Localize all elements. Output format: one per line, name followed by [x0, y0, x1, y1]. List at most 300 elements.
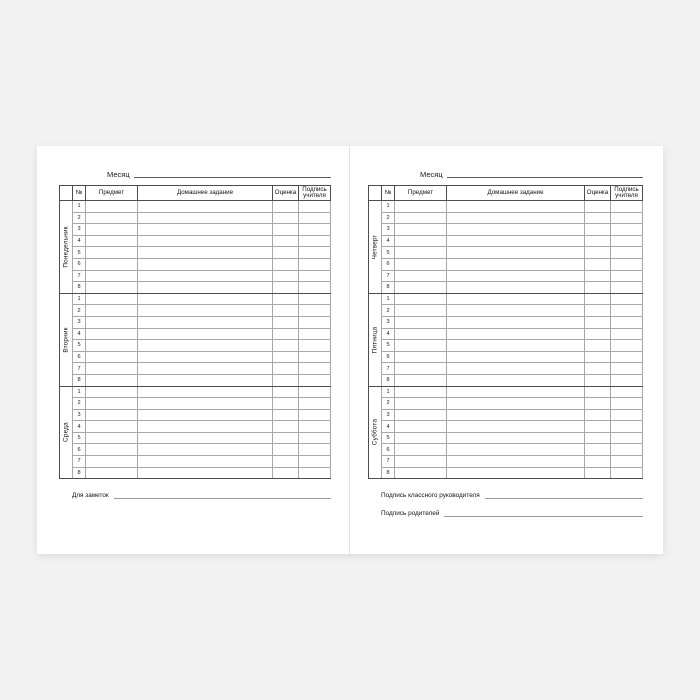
cell-mark[interactable]: [273, 247, 299, 259]
row-number: 3: [382, 409, 395, 421]
cell-subject[interactable]: [86, 270, 138, 282]
cell-mark[interactable]: [273, 363, 299, 375]
cell-teacher-signature[interactable]: [611, 224, 643, 236]
cell-subject[interactable]: [395, 293, 447, 305]
cell-homework[interactable]: [447, 421, 585, 433]
table-row[interactable]: [382, 340, 643, 352]
cell-subject[interactable]: [86, 235, 138, 247]
table-row[interactable]: [382, 212, 643, 224]
cell-mark[interactable]: [585, 444, 611, 456]
cell-homework[interactable]: [447, 432, 585, 444]
cell-homework[interactable]: [138, 293, 273, 305]
table-row[interactable]: [73, 224, 331, 236]
cell-subject[interactable]: [86, 201, 138, 213]
cell-homework[interactable]: [138, 374, 273, 386]
cell-homework[interactable]: [447, 247, 585, 259]
cell-homework[interactable]: [138, 270, 273, 282]
table-row[interactable]: [382, 398, 643, 410]
table-row[interactable]: [382, 444, 643, 456]
cell-subject[interactable]: [86, 432, 138, 444]
cell-subject[interactable]: [395, 212, 447, 224]
cell-subject[interactable]: [86, 374, 138, 386]
cell-subject[interactable]: [86, 409, 138, 421]
cell-mark[interactable]: [273, 235, 299, 247]
cell-teacher-signature[interactable]: [611, 374, 643, 386]
cell-subject[interactable]: [395, 316, 447, 328]
row-number: 5: [382, 432, 395, 444]
cell-subject[interactable]: [395, 444, 447, 456]
cell-homework[interactable]: [138, 421, 273, 433]
col-header-teacher-signature: [299, 186, 331, 201]
row-number: 2: [382, 305, 395, 317]
row-number: 2: [382, 398, 395, 410]
left-month-row: [59, 164, 331, 178]
cell-homework[interactable]: [447, 456, 585, 468]
cell-teacher-signature[interactable]: [611, 247, 643, 259]
left-page: [37, 146, 350, 554]
day-label-monday: Понедельник: [62, 226, 70, 268]
table-row[interactable]: [73, 363, 331, 375]
cell-subject[interactable]: [395, 305, 447, 317]
cell-homework[interactable]: [138, 444, 273, 456]
col-header-subject: Предмет: [86, 186, 138, 201]
cell-subject[interactable]: [395, 351, 447, 363]
cell-mark[interactable]: [273, 305, 299, 317]
cell-homework[interactable]: [447, 363, 585, 375]
cell-subject[interactable]: [86, 247, 138, 259]
cell-subject[interactable]: [395, 201, 447, 213]
cell-homework[interactable]: [447, 467, 585, 479]
parents-signature-line[interactable]: [444, 508, 643, 517]
cell-teacher-signature[interactable]: [611, 293, 643, 305]
row-number: 1: [382, 386, 395, 398]
table-row[interactable]: [382, 351, 643, 363]
cell-mark[interactable]: [585, 247, 611, 259]
table-row[interactable]: [382, 235, 643, 247]
cell-teacher-signature[interactable]: [299, 363, 331, 375]
cell-mark[interactable]: [585, 258, 611, 270]
cell-teacher-signature[interactable]: [299, 293, 331, 305]
cell-mark[interactable]: [273, 444, 299, 456]
row-number: 1: [382, 293, 395, 305]
cell-homework[interactable]: [138, 467, 273, 479]
teacher-signature-line-1: Подпись: [614, 185, 639, 193]
day-label-friday: Пятница: [371, 326, 379, 353]
parents-signature-row: [368, 505, 643, 517]
teacher-signature-line-2: учителя: [303, 192, 326, 199]
cell-subject[interactable]: [395, 467, 447, 479]
table-row[interactable]: [382, 247, 643, 259]
cell-teacher-signature[interactable]: [611, 212, 643, 224]
cell-teacher-signature[interactable]: [611, 363, 643, 375]
cell-teacher-signature[interactable]: [299, 398, 331, 410]
day-cell-monday: [60, 201, 72, 294]
col-header-mark: Оценка: [585, 186, 611, 201]
cell-subject[interactable]: [86, 293, 138, 305]
table-row[interactable]: [382, 305, 643, 317]
cell-homework[interactable]: [138, 351, 273, 363]
row-number: 7: [73, 270, 86, 282]
cell-mark[interactable]: [273, 224, 299, 236]
cell-subject[interactable]: [395, 247, 447, 259]
table-row[interactable]: [382, 316, 643, 328]
table-row[interactable]: [73, 258, 331, 270]
cell-subject[interactable]: [395, 340, 447, 352]
cell-homework[interactable]: [138, 305, 273, 317]
cell-homework[interactable]: [138, 247, 273, 259]
left-schedule-table: [59, 185, 331, 479]
cell-teacher-signature[interactable]: [299, 270, 331, 282]
table-row[interactable]: [73, 270, 331, 282]
cell-subject[interactable]: [86, 282, 138, 294]
row-number: 4: [73, 328, 86, 340]
table-row[interactable]: [73, 398, 331, 410]
table-row[interactable]: [73, 386, 331, 398]
row-number: 3: [73, 316, 86, 328]
table-row[interactable]: [73, 432, 331, 444]
cell-subject[interactable]: [86, 467, 138, 479]
cell-teacher-signature[interactable]: [299, 258, 331, 270]
cell-mark[interactable]: [585, 363, 611, 375]
cell-mark[interactable]: [585, 351, 611, 363]
cell-teacher-signature[interactable]: [299, 409, 331, 421]
cell-homework[interactable]: [138, 224, 273, 236]
cell-teacher-signature[interactable]: [611, 282, 643, 294]
cell-mark[interactable]: [273, 374, 299, 386]
row-number: 1: [73, 293, 86, 305]
cell-subject[interactable]: [86, 444, 138, 456]
day-cell-wednesday: [60, 387, 72, 479]
table-row[interactable]: [382, 258, 643, 270]
row-number: 7: [73, 456, 86, 468]
cell-homework[interactable]: [138, 235, 273, 247]
cell-subject[interactable]: [395, 398, 447, 410]
cell-mark[interactable]: [273, 340, 299, 352]
cell-subject[interactable]: [86, 212, 138, 224]
cell-teacher-signature[interactable]: [299, 316, 331, 328]
row-number: 5: [382, 340, 395, 352]
cell-homework[interactable]: [447, 386, 585, 398]
cell-subject[interactable]: [395, 258, 447, 270]
cell-mark[interactable]: [273, 328, 299, 340]
cell-homework[interactable]: [138, 409, 273, 421]
cell-homework[interactable]: [447, 316, 585, 328]
table-row[interactable]: [382, 421, 643, 433]
cell-mark[interactable]: [585, 282, 611, 294]
day-label-wednesday: Среда: [62, 422, 70, 443]
cell-teacher-signature[interactable]: [611, 316, 643, 328]
table-row[interactable]: [73, 328, 331, 340]
cell-mark[interactable]: [273, 351, 299, 363]
row-number: 7: [73, 363, 86, 375]
col-header-homework: Домашнее задание: [447, 186, 585, 201]
cell-homework[interactable]: [447, 398, 585, 410]
cell-mark[interactable]: [585, 421, 611, 433]
table-row[interactable]: [73, 456, 331, 468]
cell-teacher-signature[interactable]: [611, 305, 643, 317]
day-label-tuesday: Вторник: [62, 326, 70, 353]
table-row[interactable]: [382, 409, 643, 421]
cell-mark[interactable]: [585, 305, 611, 317]
cell-teacher-signature[interactable]: [611, 340, 643, 352]
table-row[interactable]: [73, 374, 331, 386]
cell-subject[interactable]: [395, 456, 447, 468]
cell-subject[interactable]: [86, 421, 138, 433]
cell-subject[interactable]: [395, 432, 447, 444]
cell-homework[interactable]: [138, 316, 273, 328]
row-number: 5: [73, 247, 86, 259]
cell-teacher-signature[interactable]: [611, 386, 643, 398]
cell-mark[interactable]: [585, 432, 611, 444]
cell-mark[interactable]: [273, 293, 299, 305]
cell-mark[interactable]: [585, 328, 611, 340]
row-number: 4: [73, 421, 86, 433]
cell-mark[interactable]: [273, 386, 299, 398]
cell-mark[interactable]: [273, 282, 299, 294]
row-number: 3: [73, 224, 86, 236]
cell-homework[interactable]: [138, 432, 273, 444]
cell-homework[interactable]: [447, 351, 585, 363]
table-row[interactable]: [382, 282, 643, 294]
cell-teacher-signature[interactable]: [299, 212, 331, 224]
table-row[interactable]: [382, 224, 643, 236]
cell-subject[interactable]: [395, 270, 447, 282]
cell-subject[interactable]: [86, 456, 138, 468]
cell-mark[interactable]: [585, 224, 611, 236]
cell-subject[interactable]: [86, 258, 138, 270]
table-row[interactable]: [382, 386, 643, 398]
table-row[interactable]: [382, 293, 643, 305]
cell-teacher-signature[interactable]: [299, 305, 331, 317]
cell-homework[interactable]: [447, 282, 585, 294]
cell-mark[interactable]: [273, 421, 299, 433]
table-row[interactable]: [382, 363, 643, 375]
cell-subject[interactable]: [395, 235, 447, 247]
cell-mark[interactable]: [585, 374, 611, 386]
cell-teacher-signature[interactable]: [299, 351, 331, 363]
cell-teacher-signature[interactable]: [611, 351, 643, 363]
row-number: 8: [382, 282, 395, 294]
cell-homework[interactable]: [447, 328, 585, 340]
cell-subject[interactable]: [395, 421, 447, 433]
cell-mark[interactable]: [585, 409, 611, 421]
cell-teacher-signature[interactable]: [299, 328, 331, 340]
table-row[interactable]: [382, 456, 643, 468]
cell-mark[interactable]: [273, 456, 299, 468]
cell-teacher-signature[interactable]: [611, 456, 643, 468]
cell-homework[interactable]: [138, 282, 273, 294]
cell-mark[interactable]: [273, 409, 299, 421]
cell-homework[interactable]: [447, 305, 585, 317]
cell-mark[interactable]: [273, 467, 299, 479]
cell-teacher-signature[interactable]: [299, 386, 331, 398]
cell-homework[interactable]: [447, 201, 585, 213]
cell-subject[interactable]: [395, 224, 447, 236]
table-row[interactable]: [382, 270, 643, 282]
cell-teacher-signature[interactable]: [299, 224, 331, 236]
table-row[interactable]: [382, 467, 643, 479]
table-row[interactable]: [73, 305, 331, 317]
table-row[interactable]: [73, 282, 331, 294]
cell-subject[interactable]: [86, 386, 138, 398]
cell-teacher-signature[interactable]: [611, 432, 643, 444]
cell-homework[interactable]: [447, 224, 585, 236]
cell-homework[interactable]: [138, 258, 273, 270]
cell-teacher-signature[interactable]: [299, 467, 331, 479]
cell-homework[interactable]: [138, 212, 273, 224]
cell-teacher-signature[interactable]: [299, 374, 331, 386]
cell-teacher-signature[interactable]: [299, 444, 331, 456]
cell-teacher-signature[interactable]: [611, 398, 643, 410]
cell-homework[interactable]: [138, 328, 273, 340]
cell-mark[interactable]: [585, 270, 611, 282]
cell-homework[interactable]: [138, 340, 273, 352]
table-row[interactable]: [73, 201, 331, 213]
cell-teacher-signature[interactable]: [299, 282, 331, 294]
cell-teacher-signature[interactable]: [299, 432, 331, 444]
cell-mark[interactable]: [585, 398, 611, 410]
cell-homework[interactable]: [447, 235, 585, 247]
row-number: 3: [382, 224, 395, 236]
table-row[interactable]: [73, 421, 331, 433]
cell-homework[interactable]: [447, 258, 585, 270]
right-day-strip: [368, 185, 381, 479]
cell-teacher-signature[interactable]: [611, 409, 643, 421]
table-row[interactable]: [73, 467, 331, 479]
cell-homework[interactable]: [447, 270, 585, 282]
cell-mark[interactable]: [273, 258, 299, 270]
day-strip-header-spacer: [60, 186, 72, 201]
cell-teacher-signature[interactable]: [299, 340, 331, 352]
cell-teacher-signature[interactable]: [299, 201, 331, 213]
table-row[interactable]: [382, 432, 643, 444]
cell-teacher-signature[interactable]: [299, 235, 331, 247]
cell-teacher-signature[interactable]: [611, 328, 643, 340]
day-label-saturday: Суббота: [371, 419, 379, 446]
cell-subject[interactable]: [395, 374, 447, 386]
cell-teacher-signature[interactable]: [611, 467, 643, 479]
cell-homework[interactable]: [447, 409, 585, 421]
day-cell-thursday: [369, 201, 381, 294]
table-row[interactable]: [73, 247, 331, 259]
cell-homework[interactable]: [447, 374, 585, 386]
cell-mark[interactable]: [585, 456, 611, 468]
cell-teacher-signature[interactable]: [611, 421, 643, 433]
cell-mark[interactable]: [585, 386, 611, 398]
cell-homework[interactable]: [447, 212, 585, 224]
cell-teacher-signature[interactable]: [611, 201, 643, 213]
cell-subject[interactable]: [86, 340, 138, 352]
cell-homework[interactable]: [447, 444, 585, 456]
cell-subject[interactable]: [86, 224, 138, 236]
cell-teacher-signature[interactable]: [299, 247, 331, 259]
cell-subject[interactable]: [395, 386, 447, 398]
col-header-subject: Предмет: [395, 186, 447, 201]
cell-mark[interactable]: [585, 467, 611, 479]
day-cell-saturday: [369, 387, 381, 479]
cell-homework[interactable]: [447, 340, 585, 352]
table-row[interactable]: [73, 293, 331, 305]
cell-mark[interactable]: [585, 293, 611, 305]
cell-subject[interactable]: [86, 363, 138, 375]
table-row[interactable]: [382, 328, 643, 340]
cell-teacher-signature[interactable]: [611, 444, 643, 456]
cell-teacher-signature[interactable]: [611, 258, 643, 270]
col-header-number: №: [73, 186, 86, 201]
cell-mark[interactable]: [273, 212, 299, 224]
cell-subject[interactable]: [86, 305, 138, 317]
cell-subject[interactable]: [395, 363, 447, 375]
cell-teacher-signature[interactable]: [611, 235, 643, 247]
row-number: 1: [73, 386, 86, 398]
notes-write-line[interactable]: [114, 490, 331, 499]
cell-subject[interactable]: [86, 328, 138, 340]
cell-subject[interactable]: [86, 316, 138, 328]
cell-homework[interactable]: [447, 293, 585, 305]
cell-mark[interactable]: [585, 235, 611, 247]
table-row[interactable]: [73, 340, 331, 352]
cell-teacher-signature[interactable]: [611, 270, 643, 282]
cell-homework[interactable]: [138, 363, 273, 375]
day-cell-tuesday: [60, 294, 72, 387]
table-row[interactable]: [73, 409, 331, 421]
right-month-label: Месяц: [420, 169, 443, 179]
col-header-homework: Домашнее задание: [138, 186, 273, 201]
row-number: 7: [382, 270, 395, 282]
cell-homework[interactable]: [138, 398, 273, 410]
cell-subject[interactable]: [395, 282, 447, 294]
class-teacher-signature-line[interactable]: [485, 490, 643, 499]
cell-mark[interactable]: [585, 316, 611, 328]
cell-mark[interactable]: [585, 340, 611, 352]
right-month-write-line[interactable]: [447, 168, 643, 178]
table-row[interactable]: [73, 212, 331, 224]
row-number: 4: [73, 235, 86, 247]
cell-mark[interactable]: [273, 316, 299, 328]
left-month-write-line[interactable]: [134, 168, 331, 178]
cell-mark[interactable]: [585, 201, 611, 213]
cell-mark[interactable]: [273, 398, 299, 410]
cell-mark[interactable]: [273, 432, 299, 444]
table-row[interactable]: [73, 235, 331, 247]
cell-teacher-signature[interactable]: [299, 421, 331, 433]
right-grid-body: [382, 201, 643, 479]
cell-subject[interactable]: [395, 328, 447, 340]
row-number: 3: [382, 316, 395, 328]
class-teacher-signature-label: Подпись классного руководителя: [381, 491, 480, 499]
table-row[interactable]: [73, 316, 331, 328]
cell-homework[interactable]: [138, 201, 273, 213]
cell-subject[interactable]: [86, 398, 138, 410]
table-row[interactable]: [382, 201, 643, 213]
cell-subject[interactable]: [395, 409, 447, 421]
left-grid: [72, 185, 331, 479]
row-number: 8: [382, 467, 395, 479]
cell-mark[interactable]: [273, 270, 299, 282]
cell-mark[interactable]: [585, 212, 611, 224]
row-number: 1: [73, 201, 86, 213]
row-number: 4: [382, 235, 395, 247]
table-row[interactable]: [73, 444, 331, 456]
row-number: 1: [382, 201, 395, 213]
cell-subject[interactable]: [86, 351, 138, 363]
cell-homework[interactable]: [138, 386, 273, 398]
table-row[interactable]: [73, 351, 331, 363]
cell-mark[interactable]: [273, 201, 299, 213]
table-row[interactable]: [382, 374, 643, 386]
cell-homework[interactable]: [138, 456, 273, 468]
cell-teacher-signature[interactable]: [299, 456, 331, 468]
